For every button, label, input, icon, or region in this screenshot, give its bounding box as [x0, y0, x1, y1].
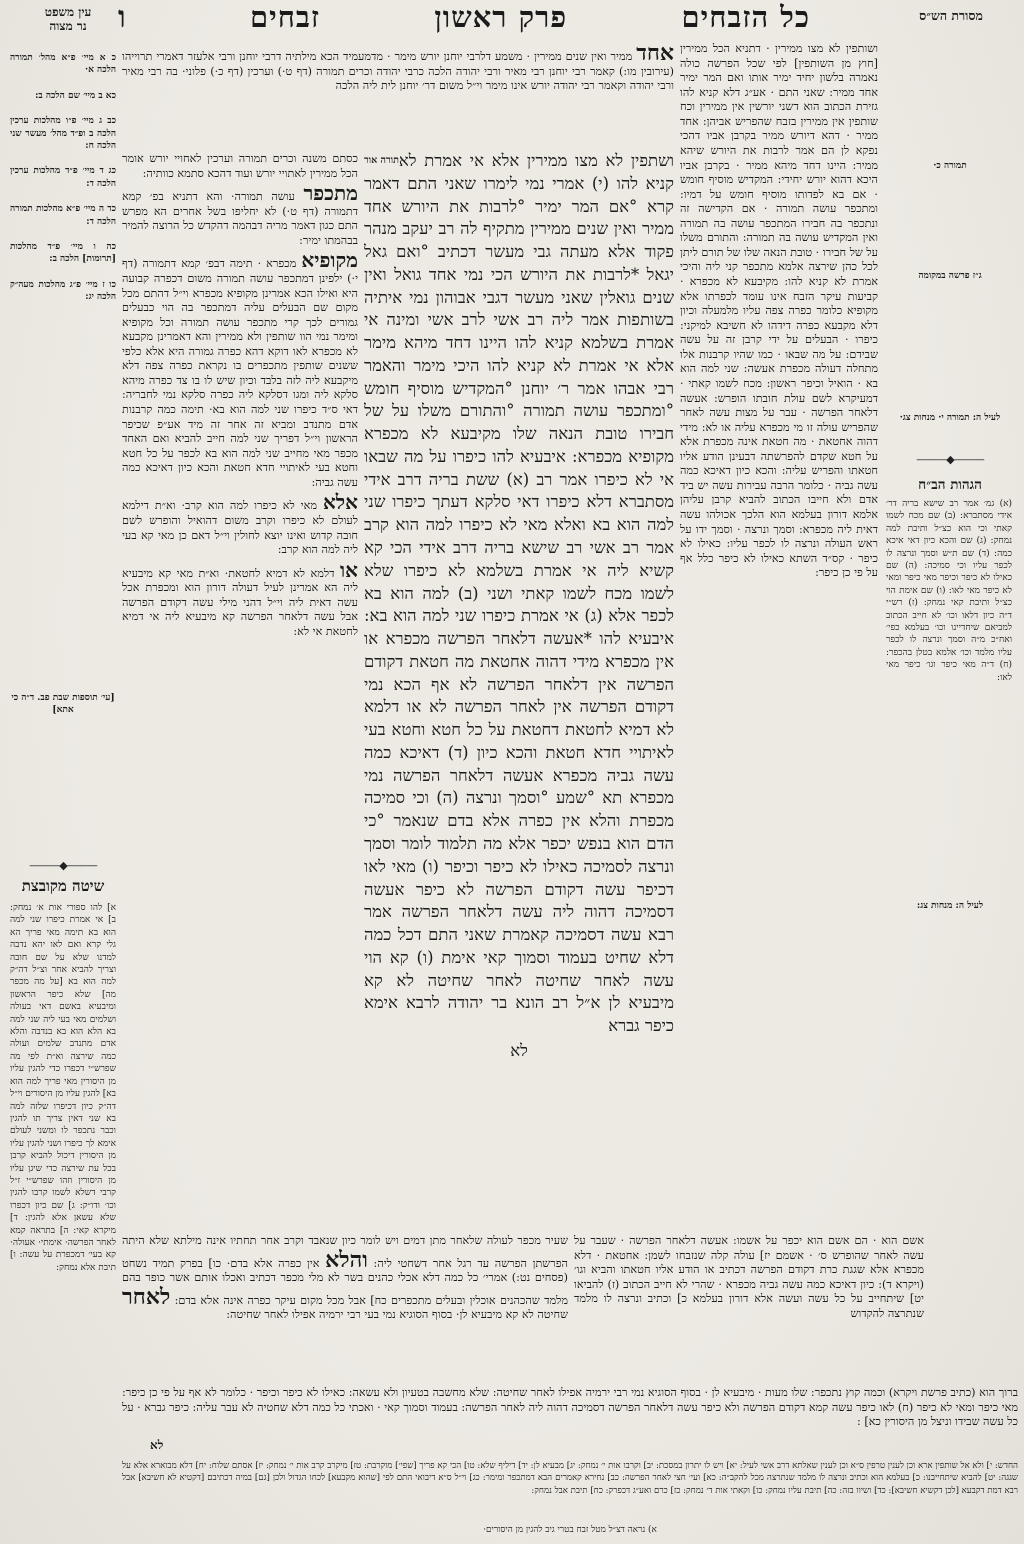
tosafot-paragraph-text: דלמא לא דמיא לחטאת· וא״ת מאי קא מיבעיא ליה הא אמרינן לעיל דעולה דורון הוא ומכפרת אכל עשה דאית ליה וי״ל דהני מילי עשה דקודם הפרשה אבל עשה דלאחר הפרשה קא מיבעיא ליה אי דמיא לחטאת אי לא:	[122, 566, 358, 638]
masoret-reference: תמורה כ·	[933, 161, 967, 171]
tosafot-bottom-text: שחיטה לא קא מיבעיא לן· בסוף הסוגיא נמי בעי רבי ירמיה אפילו לאחר שחיטה:	[226, 1308, 568, 1322]
hagahot-habach-text: (א) גמ׳ אמר רב שישא בריה דר׳ אידי מסתברא: (ב) שם מכח לשמו קאתי וכי הוא כצ״ל ותיבת למה נמחק: (ג) שם והכא כיון דאי איכא כמה: (ד) שם ת״ש וסמך ונרצה לו לכפר עליו וכי סמיכה: (ה) שם כאילו לא כיפר וכיפר מאי כיפר ומאי לא כיפר מאי לאו: (ו) שם אימת הוי כצ״ל ותיבת קאי נמחק: (ז) רש״י ד״ה כיון דלאו וכו׳ לא חייב הכתוב למביאם שיחדיינו וכו׳ בעלמא כפי׳ ואח״כ מ״ה וסמך ונרצה לו לכפר עליו מלמד וכו׳ אלמא בטלן בהכפר: (ח) ד״ה מאי כיפר וגו׳ כיפר מאי לאו:	[886, 499, 1012, 683]
tosafot-bottom-pre: שעיר מכפר לעולה שלאחר מתן דמים ויש לומר כיון שנאבד וקרב אחר תחתיו אינה מילתא שלא היתה הפרשתן הפרשה עד רגל אחר דשחטי ליה:	[122, 1234, 568, 1270]
tosafot-dibur-ela: אלא	[322, 490, 358, 515]
page-title	[250, 0, 810, 35]
rashi-bottom-block: אשם הוא · הם אשם הוא יכפר על אשמו: אעשה דלאחר הפרשה · שעבר על עשה לאחר שהופרש ס׳ · אשמם יז] עולה קלה שנזבחו לשמן: אחטאת · דלא מכפרא אלא שגגת כרת דקודם הפרשה דכתיב או הודע אליו חטאתו והביא וגו׳ (ויקרא ד): כיון דאיכא כמה עשה גביה מכפרא · שהרי לא חייב הכתוב (ז) להביאו יט] שיתחייב על כל עשה ועשה אלא דורון בעלמא כ] וכתיב ונרצה לו מלמד שנתרצה להקדוש	[574, 1234, 924, 1320]
gemara-column	[364, 150, 674, 1236]
shita-mekubetzet-text: א] להו ספורי אות א׳ נמחק: ב] אי אמרת כיפרו שני למה הוא בא תימה מאי פריך הא גלי קרא ואם לאו יהא נדבה למדנו שלא על שם חובה וצריך להביא אחר וצ״ל דה״ק למה הוא בא [על מה מכפר מה] שלא כיפר הראשון ומיבעיא באשם דאי בעולה ושלמים מאי בעי ליה שני למה בא הלא הוא בא בנדבה והלא אדם מתנדב שלמים ועולה כמה שירצה וא״ת לפי מה שפרש״י דכפרו כדי להגין עליו מן היסורין מאי פריך למה הוא בא] להגין עליו מן היסורים וי״ל דה״ק כיון דכיפרו שלזה למה בא שני דאין צריך תו להגין וכבר נתכפר לו ומשני לעולם אימא לך כיפרו ושני להגין עליו מן היסורין דיכול להביא קרבן בכל עת שירצה כדי שיגן עליו מן היסורין וזהו שפרש״י ז״ל קרבי דשלא לשמו קרבו להגין וכו׳ ודו״ק: ג] שם כיון דכפרו שלא עשאן אלא להגין: ד] מיקרא קאי: ה] בתראה קמא לאחר הפרשה· אימתי· אעולה· קא בעי׳ דמכפרת על עשה: ו] תיבת אלא נמחק:	[10, 903, 116, 1273]
footnote-last-line: א) נראה דצ״ל מטל זבח בטרי גיב להגין מן היסורים·	[483, 1525, 657, 1535]
masoret-reference: לעיל ה: תמורה י· מנחות צג·	[899, 413, 1001, 423]
gemara-catchword: לא	[510, 1040, 528, 1060]
masoret-reference: לעיל ה: מנחות צג:	[916, 901, 984, 911]
tosafot-bottom-text: אין כפרה אלא בדם· כו] בפרק תמיד נשחט (פסחים נט:) אמרי׳ כל כמה דלא אכלי כהנים בשר לא מלי מכפר דכתיב ואכלו אותם אשר כופר בהם מלמד שהכהנים אוכלין ובעלים מתכפרים כח] אבל מכל מקום עיקר כפרה אינה אלא בדם:	[122, 1256, 568, 1307]
shita-mekubetzet-header: שיטה מקובצת	[21, 877, 105, 895]
ein-mishpat-entry: כד ה מיי׳ פ״א מהלכות תמורה הלכה ד:	[10, 204, 116, 227]
ein-mishpat-header-line1: עין משפט	[44, 5, 92, 19]
tosafot-paragraph-text: עושה תמורה· והא דתניא בפ׳ קמא דתמורה (דף ט·) לא יחליפו בשל אחרים הא מפרש התם כגון דאמר מריה דבהמה דהקדש כל הרוצה להמיר בבהמתו ימיר:	[122, 190, 358, 247]
tosafot-paragraph	[122, 557, 358, 640]
ein-mishpat-header	[18, 6, 118, 34]
ein-mishpat-entry: כו ז מיי׳ פ״ג מהלכות מעה״ק הלכה יג:	[10, 279, 116, 303]
tosafot-dibur-mikufya: מקופיא	[301, 248, 358, 273]
tosafot-top-text: ממיר ואין שנים ממירין · משמע דלרבי יוחנן יורש מימר · מדמעמיד הכא מילתיה דרבי יוחנן ורבי אלעזר דאמרי תרוייהו (עירובין מו:) קאמר רבי יוחנן רבי מאיר ורבי יהודה הלכה כרבי יהודה וכרים תמורה (דף ט·) וערכין (דף כ·) פלוני· בה רבי מאיר ורבי יהודה וקאמר רבי יהודה יורש אינו מימר וי״ל משום דר׳ יוחנן לית ליה הלכה	[122, 50, 674, 93]
ein-mishpat-entry: כג ד מיי׳ פ״ד מהלכות ערכין הלכה ד:	[10, 166, 116, 189]
daf-number: ו	[118, 0, 126, 35]
tosafot-top-block	[122, 42, 674, 148]
tosafot-continuation: כסתם משנה וכרים תמורה וערכין לאחויי יורש אומר הכל ממירין לאתויי יורש ועוד דהכא סתמא כוותיה:	[122, 152, 358, 180]
tosafot-dibur-mitkaper: מתכפר	[303, 181, 358, 206]
divider-ornament: ———◆———	[916, 453, 984, 466]
tractate-name: זבחים	[250, 0, 320, 34]
margin-cross-reference: [עי׳ תוספות שבת פב. ד״ה כי אתא]	[11, 693, 115, 716]
ein-mishpat-entries	[10, 52, 116, 317]
ein-mishpat-entry: כ א מיי׳ פ״א מהל׳ תמורה הלכה א·	[10, 53, 116, 76]
torah-or-label: תורה אור	[364, 155, 399, 166]
tosafot-dibur-achad: אחד	[636, 42, 674, 66]
rashi-column: ושותפין לא מצו ממירין · דתניא הכל ממירין [חוץ מן השותפין] לפי שכל הפרשה כולה נאמרה בלשון יחיד ימיר אותו ואם המר ימיר אחד ממיר: שאני התם · אע״ג דלא קניא להו גזירת הכתוב הוא דשני יורשין אין ממירין וכח שותפין אין ממירין בזבח שהפריש אביהן: אחד ממיר · דהא דיורש ממיר בקרבן אביו דהכי נפקא לן הם אמר לרבות את היורש שיהא ממיר: היינו דחד מיהא ממיר · בקרבן אביו היכא דהוא יורש יחידי: המקדיש מוסיף חומש · אם בא לפדותו מוסיף חומש על דמיו: ומתכפר עושה תמורה · אם הקדישה זה ונתכפר בה חבירו המתכפר עושה בה תמורה ואין המקדיש עושה בה תמורה: והתורם משלו על של חבירו · טובת הנאה שלו של תורם ליתן לכל כהן שירצה אלמא מתכפר קני ליה והיכי אמרת לא קניא להו: מקיבעא לא מכפרא · קביעות עיקר הזבח אינו עומד לכפרתו אלא מקופיא כלומר כפרה צפה עליו מלמעלה וכיון דלא מקבעא כפרה דידהו לא חשיבא למיקני: כיפרו · הבעלים על ידי קרבן זה על עשה שבידם: על מה שבאו · כמו שהיו קרבנות אלו מתחלה דעולה מכפרת אעשה: שני למה הוא בא · הואיל וכיפר ראשון: מכח לשמו קאתי · דמעיקרא לשם עולת חובתו הופרש: אעשה דלאחר הפרשה · עבר על מצות עשה לאחר שהפריש עולה זו מי מכפרא עליה או לא: מידי דהוה אחטאת · מה חטאת אינה מכפרת אלא על חטא שקדם להפרשתה דבעינן הודע אליו חטאתו והפריש עליה: והכא כיון דאיכא כמה עשה גביה · כלומר הרבה עבירות עשה יש ביד אדם ולא חייבו הכתוב להביא קרבן עליהן אלמא דורון בעלמא הוא הלכך אכולהו עשה דאית ליה מכפרא: וסמך ונרצה · וסמך ידו על ראש העולה ונרצה לו לכפר עליו: כאילו לא כיפר · קס״ד השתא כאילו לא כיפר כלל אף על פי כן כיפר:	[680, 42, 878, 580]
divider-ornament: ———◆———	[29, 859, 97, 872]
gemara-text: ושתפין לא מצו ממירין אלא אי אמרת לא קניא להו (י) אמרי נמי לימרו שאני התם דאמר קרא °אם המר ימיר °לרבות את היורש אחד ממיר ואין שנים ממירין מתקיף לה רב יעקב מנהר פקוד אלא מעתה גבי מעשר דכתיב °ואם גאל יגאל *לרבות את היורש הכי נמי אחד גואל ואין שנים גואלין שאני מעשר דגבי אבוהון נמי איתיה בשותפות אמר ליה רב אשי לרב אשי ומינה אי אמרת בשלמא קניא להו היינו דחד מיהא מימר אלא אי אמרת לא קניא להו היכי מימר והאמר רבי אבהו אמר ר׳ יוחנן °המקדיש מוסיף חומש °ומתכפר עושה תמורה °והתורם משלו על של חבירו טובת הנאה שלו מקיבעא לא מכפרא מקופיא מכפרא: איבעיא להו כיפרו על מה שבאו אי לא כיפרו אמר רב (א) ששת בריה דרב אידי מסתברא דלא כיפרו דאי סלקא דעתך כיפרו שני למה הוא בא ואלא מאי לא כיפרו למה הוא קרב אמר רב אשי רב שישא בריה דרב אידי הכי קא קשיא ליה אי אמרת בשלמא לא כיפרו שלא לשמו מכח לשמו קאתי ושני (ב) למה הוא בא לכפר אלא (ג) אי אמרת כיפרו שני למה הוא בא: איבעיא להו *אעשה דלאחר הפרשה מכפרא או אין מכפרא מידי דהוה אחטאת מה חטאת דקודם הפרשה אין דלאחר הפרשה לא אף הכא נמי דקודם הפרשה אין לאחר הפרשה לא או דלמא לא דמיא לחטאת דחטאת על כל חטא וחטא בעי לאיתויי חדא חטאת והכא כיון (ד) דאיכא כמה עשה גביה מכפרא אעשה דלאחר הפרשה נמי מכפרא תא °שמע °וסמך ונרצה (ה) וכי סמיכה מכפרת והלא אין כפרה אלא בדם שנאמר °כי הדם הוא בנפש יכפר אלא מה תלמוד לומר וסמך ונרצה לסמיכה כאילו לא כיפר וכיפר (ו) מאי לאו דכיפר עשה דקודם הפרשה לא כיפר אעשה דסמיכה דהוה ליה עשה דלאחר הפרשה אמר רבא עשה דסמיכה קאמרת שאני התם דכל כמה דלא שחיט בעמוד וסמוך קאי אימת (ו) קא הוי עשה לאחר שחיטה לאחר שחיטה לא קא מיבעיא לן א״ל רב הונא בר יהודה לרבא אימא כיפר גברא	[364, 151, 674, 1036]
tosafot-dibur-vehalo: והלא	[325, 1246, 368, 1273]
hagahot-habach-header: הגהות הב״ח	[918, 477, 982, 493]
tosafot-paragraph	[122, 183, 358, 248]
left-margin-column	[10, 52, 116, 1522]
tosafot-column	[122, 152, 358, 1230]
chapter-number: פרק ראשון	[434, 0, 568, 34]
tosafot-dibur-leachar: לאחר	[122, 1283, 171, 1310]
tosafot-paragraph-text: מאי לא כיפרו למה הוא קרב· וא״ת דילמא לעולם לא כיפרו וקרב משום דהואיל והופרש לשם חובה קדוש ואינו יוצא לחולין וי״ל דאם כן מאי קא בעי ליה למה הוא קרב:	[122, 499, 358, 557]
masoret-reference: ג״ז פרשה במקומה	[918, 271, 982, 281]
tosafot-catchword: לא	[150, 1438, 164, 1452]
masoret-hashas-header: מסורת הש״ס	[919, 8, 983, 23]
ein-mishpat-entry: כא ב מיי׳ שם הלכה ב:	[35, 90, 116, 101]
ein-mishpat-entry: כב ג מיי׳ פ״ו מהלכות ערכין הלכה ב ופ״ד מהל׳ מעשר שני הלכה ח:	[10, 116, 116, 152]
ein-mishpat-entry: כה ו מיי׳ פ״ד מהלכות [תרומות] הלכה ב:	[10, 242, 116, 265]
footnote-glosses: החדש: י] ולא אל שותפין ארא וכן לענין טרפין ס״א וכן לענין שאלתא דרב אשי לעיל: יא] ויש לו יתרון במסכת: יב] וקרבו אות י׳ נמחק: יג] מבעיא לן: יד] דיליף שלא: טו] הכי קא פריך [שפי׳] מוקרבת: טז] מיקרב קרב אות י׳ נמחק: יז] אסתם שלוח: יח] דלא מבוארא אלא על שגגה: יט] להביא שיתחייבנו: כ] בעלמא הוא וכתיב ונרצה לו מלמד שנתרצה מכל להקב״ה: כא] ועי׳ חצי לאחר הפרשה: כב] נחירא קאמרים הבא דמתכפר ומימר: כג] וי״ל ס״א דיבואי התם לפי [שהוא מקבעא] לכחו הגדול ולכן [גם] במיה דכתיבם [דקטיא לא חשיבא] אבל רבא דמת דקבעא [לכן דקשיא חשיבא]: כד] ושיוו בזה: כה] תיבת עליו נמחק: כו] וקאתי אות ד׳ נמחק: כז] כרם ואע״ג דכפרק: כח] תיבת אבל נמחק:	[122, 1461, 1018, 1496]
tosafot-dibur-o: או	[340, 557, 358, 582]
ein-mishpat-header-line2: נר מצוה	[49, 18, 87, 33]
rashi-final-lines: ברוך הוא (כתיב פרשת ויקרא) וכמה קוץ נתכפר: שלו מעות · מיבעיא לן · בסוף הסוגיא נמי רבי ירמיה אפילו לאחר שחיטה: שלא מחשבה בטעיון ולא עשאה: כאילו לא כיפר וכיפר · כלומר לא אף על פי כן כיפר: מאי כיפר ומאי לא כיפר (ח) לאו כיפר עשה קמא דקודם הפרשה ולא כיפר עשה דלאחר הפרשה דסמיכה דהוה ליה לאחר הפרשה: בעמוד וסמוך קאי · ואכתי כל כמה דלא שחטיה לא עבר עליה: כיפר גברא · על כל עשה שבידו וניצל מן היסורין כא] :	[122, 1386, 1018, 1429]
tosafot-paragraph	[122, 492, 358, 557]
tosafot-paragraph	[122, 250, 358, 490]
tosafot-paragraph-text: מכפרא · תימה דבפ׳ קמא דתמורה (דף י·) ילפינן דמתכפר עושה תמורה משום דכפרה קבועה היא ואילו הכא אמרינן מקופיא מכפרא וי״ל דהתם מכל מקום שם הבעלים עליה דמתכפר בה הוי כבעלים גמורים לכך קרי מתכפר עושה תמורה וכל מקופיא ומימר נמי הוו שותפין ולא ממירין והא דאמרינן מקבעא לא מכפרא לאו דוקא דהא כפרה גמורה היא אלא כלפי ששנים שותפין מתכפרים בו נקראת כפרה צפה דלא מיקבעא ליה לזה בלבד וכיון שיש לו בו צד כפרה מיהא סלקא ליה ומגו דסלקא ליה כפרה סלקא נמי לחבריה: דאי ס״ד כיפרו שני למה הוא בא· תימה כמה קרבנות אדם מתנדב ומביא זה אחר זה מיד אע״פ שכיפר הראשון וי״ל דפריך שני למה חייב להביא ואם האחד מכפר מאי מחייב שני למה הוא בא לכפר על כל חטא וחטא בעי לאיתויי חדא חטאת והכא כיון דאיכא כמה עשה גביה:	[122, 257, 358, 489]
chapter-name: כל הזבחים	[681, 0, 810, 34]
